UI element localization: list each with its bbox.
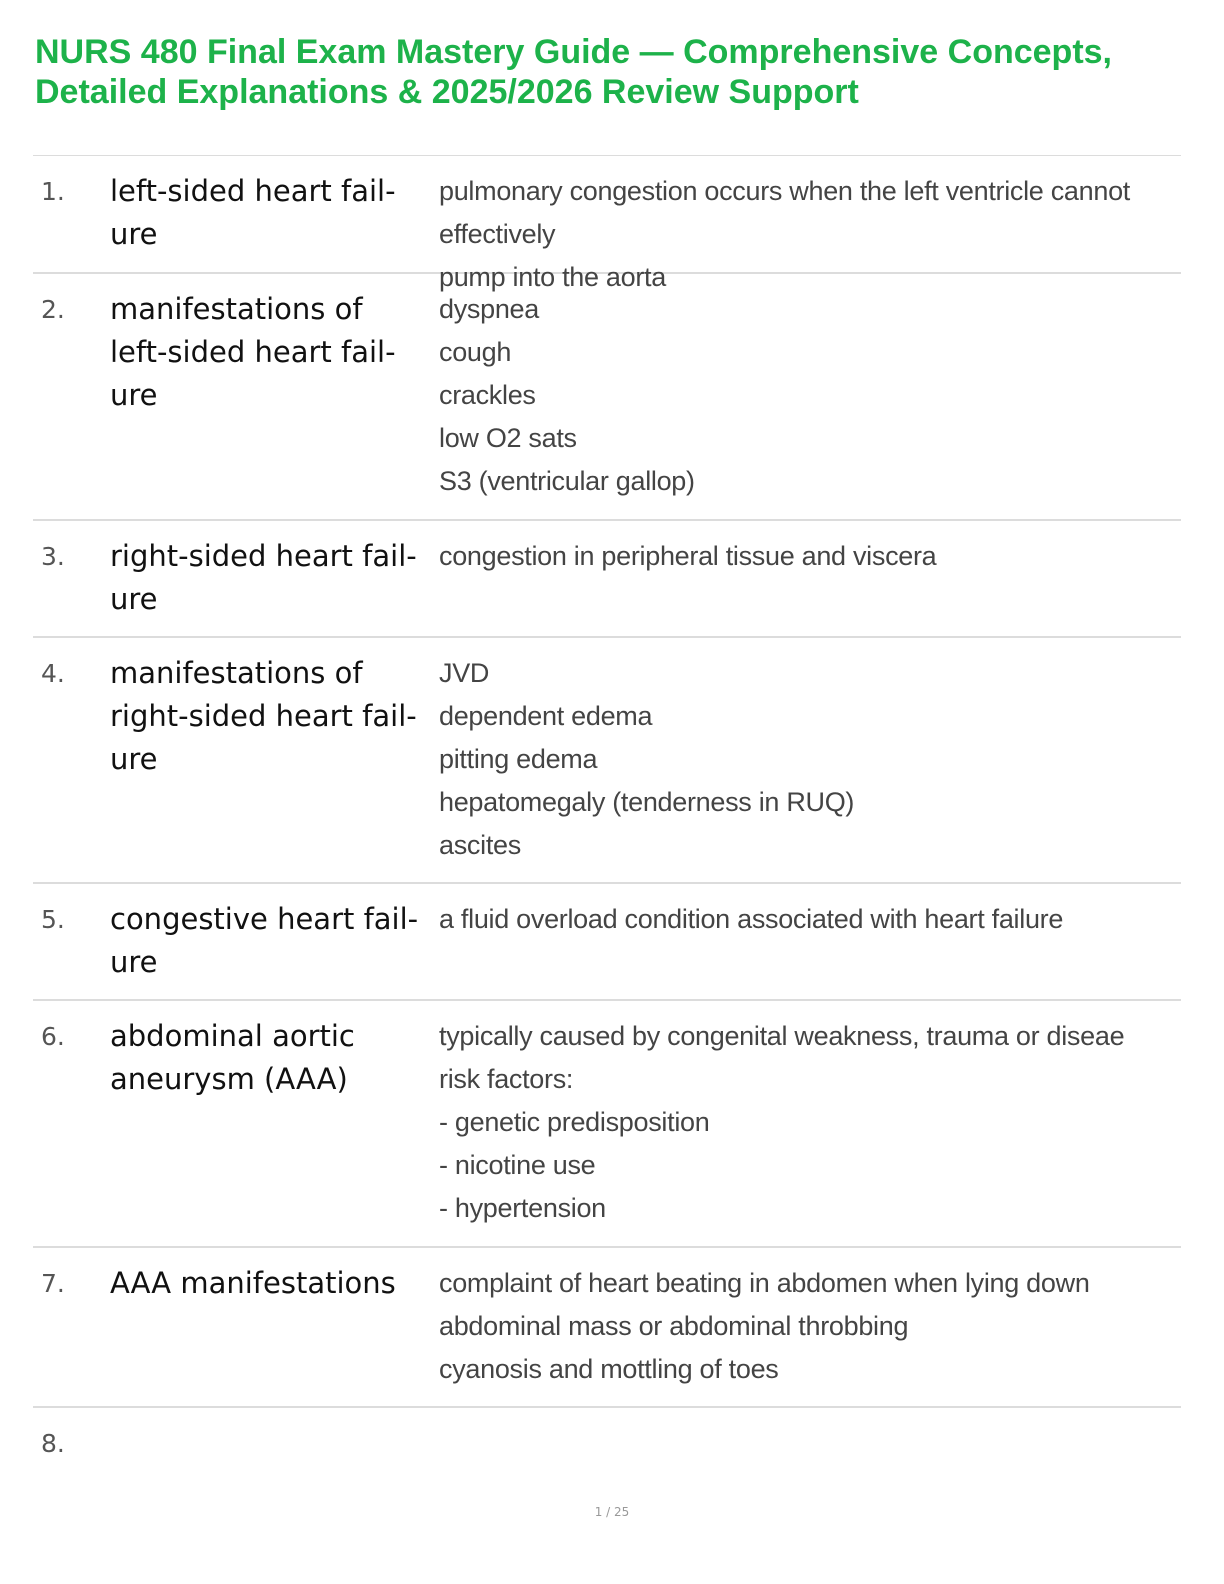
card-term: congestive heart fail- ure xyxy=(110,902,419,979)
flashcard-row xyxy=(33,638,1181,884)
flashcard-row xyxy=(33,884,1181,1001)
card-term: manifestations of left-sided heart fail- ure xyxy=(110,292,396,412)
flashcard-row xyxy=(33,1408,1181,1478)
card-number: 2. xyxy=(41,295,65,324)
card-term: manifestations of right-sided heart fail- ure xyxy=(110,656,417,776)
document-title: NURS 480 Final Exam Mastery Guide — Comprehensive Concepts, Detailed Explanations & 2025/2026 Review Support xyxy=(35,33,1112,111)
card-number: 8. xyxy=(41,1429,65,1458)
flashcard-row xyxy=(33,274,1181,521)
page-number: 1 / 25 xyxy=(594,1505,630,1519)
card-number: 1. xyxy=(41,177,65,206)
card-number: 6. xyxy=(41,1022,65,1051)
flashcard-row xyxy=(33,156,1181,292)
card-definition: JVD dependent edema pitting edema hepatomegaly (tenderness in RUQ) ascites xyxy=(439,658,855,860)
card-definition: complaint of heart beating in abdomen when lying down abdominal mass or abdominal throbbing cyanosis and mottling of toes xyxy=(439,1268,1090,1384)
card-term: abdominal aortic aneurysm (AAA) xyxy=(110,1019,355,1096)
flashcard-list xyxy=(33,155,1181,1478)
card-number: 7. xyxy=(41,1269,65,1298)
flashcard-row xyxy=(33,1248,1181,1408)
flashcard-row xyxy=(33,521,1181,638)
card-definition: dyspnea cough crackles low O2 sats S3 (ventricular gallop) xyxy=(439,294,695,496)
card-number: 5. xyxy=(41,905,65,934)
card-term: left-sided heart fail- ure xyxy=(110,174,396,251)
card-term: right-sided heart fail- ure xyxy=(110,539,417,616)
card-term: AAA manifestations xyxy=(110,1266,396,1300)
flashcard-row xyxy=(33,1001,1181,1248)
card-number: 3. xyxy=(41,542,65,571)
card-definition: a fluid overload condition associated with heart failure xyxy=(439,904,1064,934)
card-definition: pulmonary congestion occurs when the left ventricle cannot effectively pump into the aorta xyxy=(439,176,1130,292)
card-definition: typically caused by congenital weakness, trauma or diseae risk factors: - genetic predisposition - nicotine use - hypertension xyxy=(439,1021,1125,1223)
card-definition: congestion in peripheral tissue and viscera xyxy=(439,541,937,571)
card-number: 4. xyxy=(41,659,65,688)
